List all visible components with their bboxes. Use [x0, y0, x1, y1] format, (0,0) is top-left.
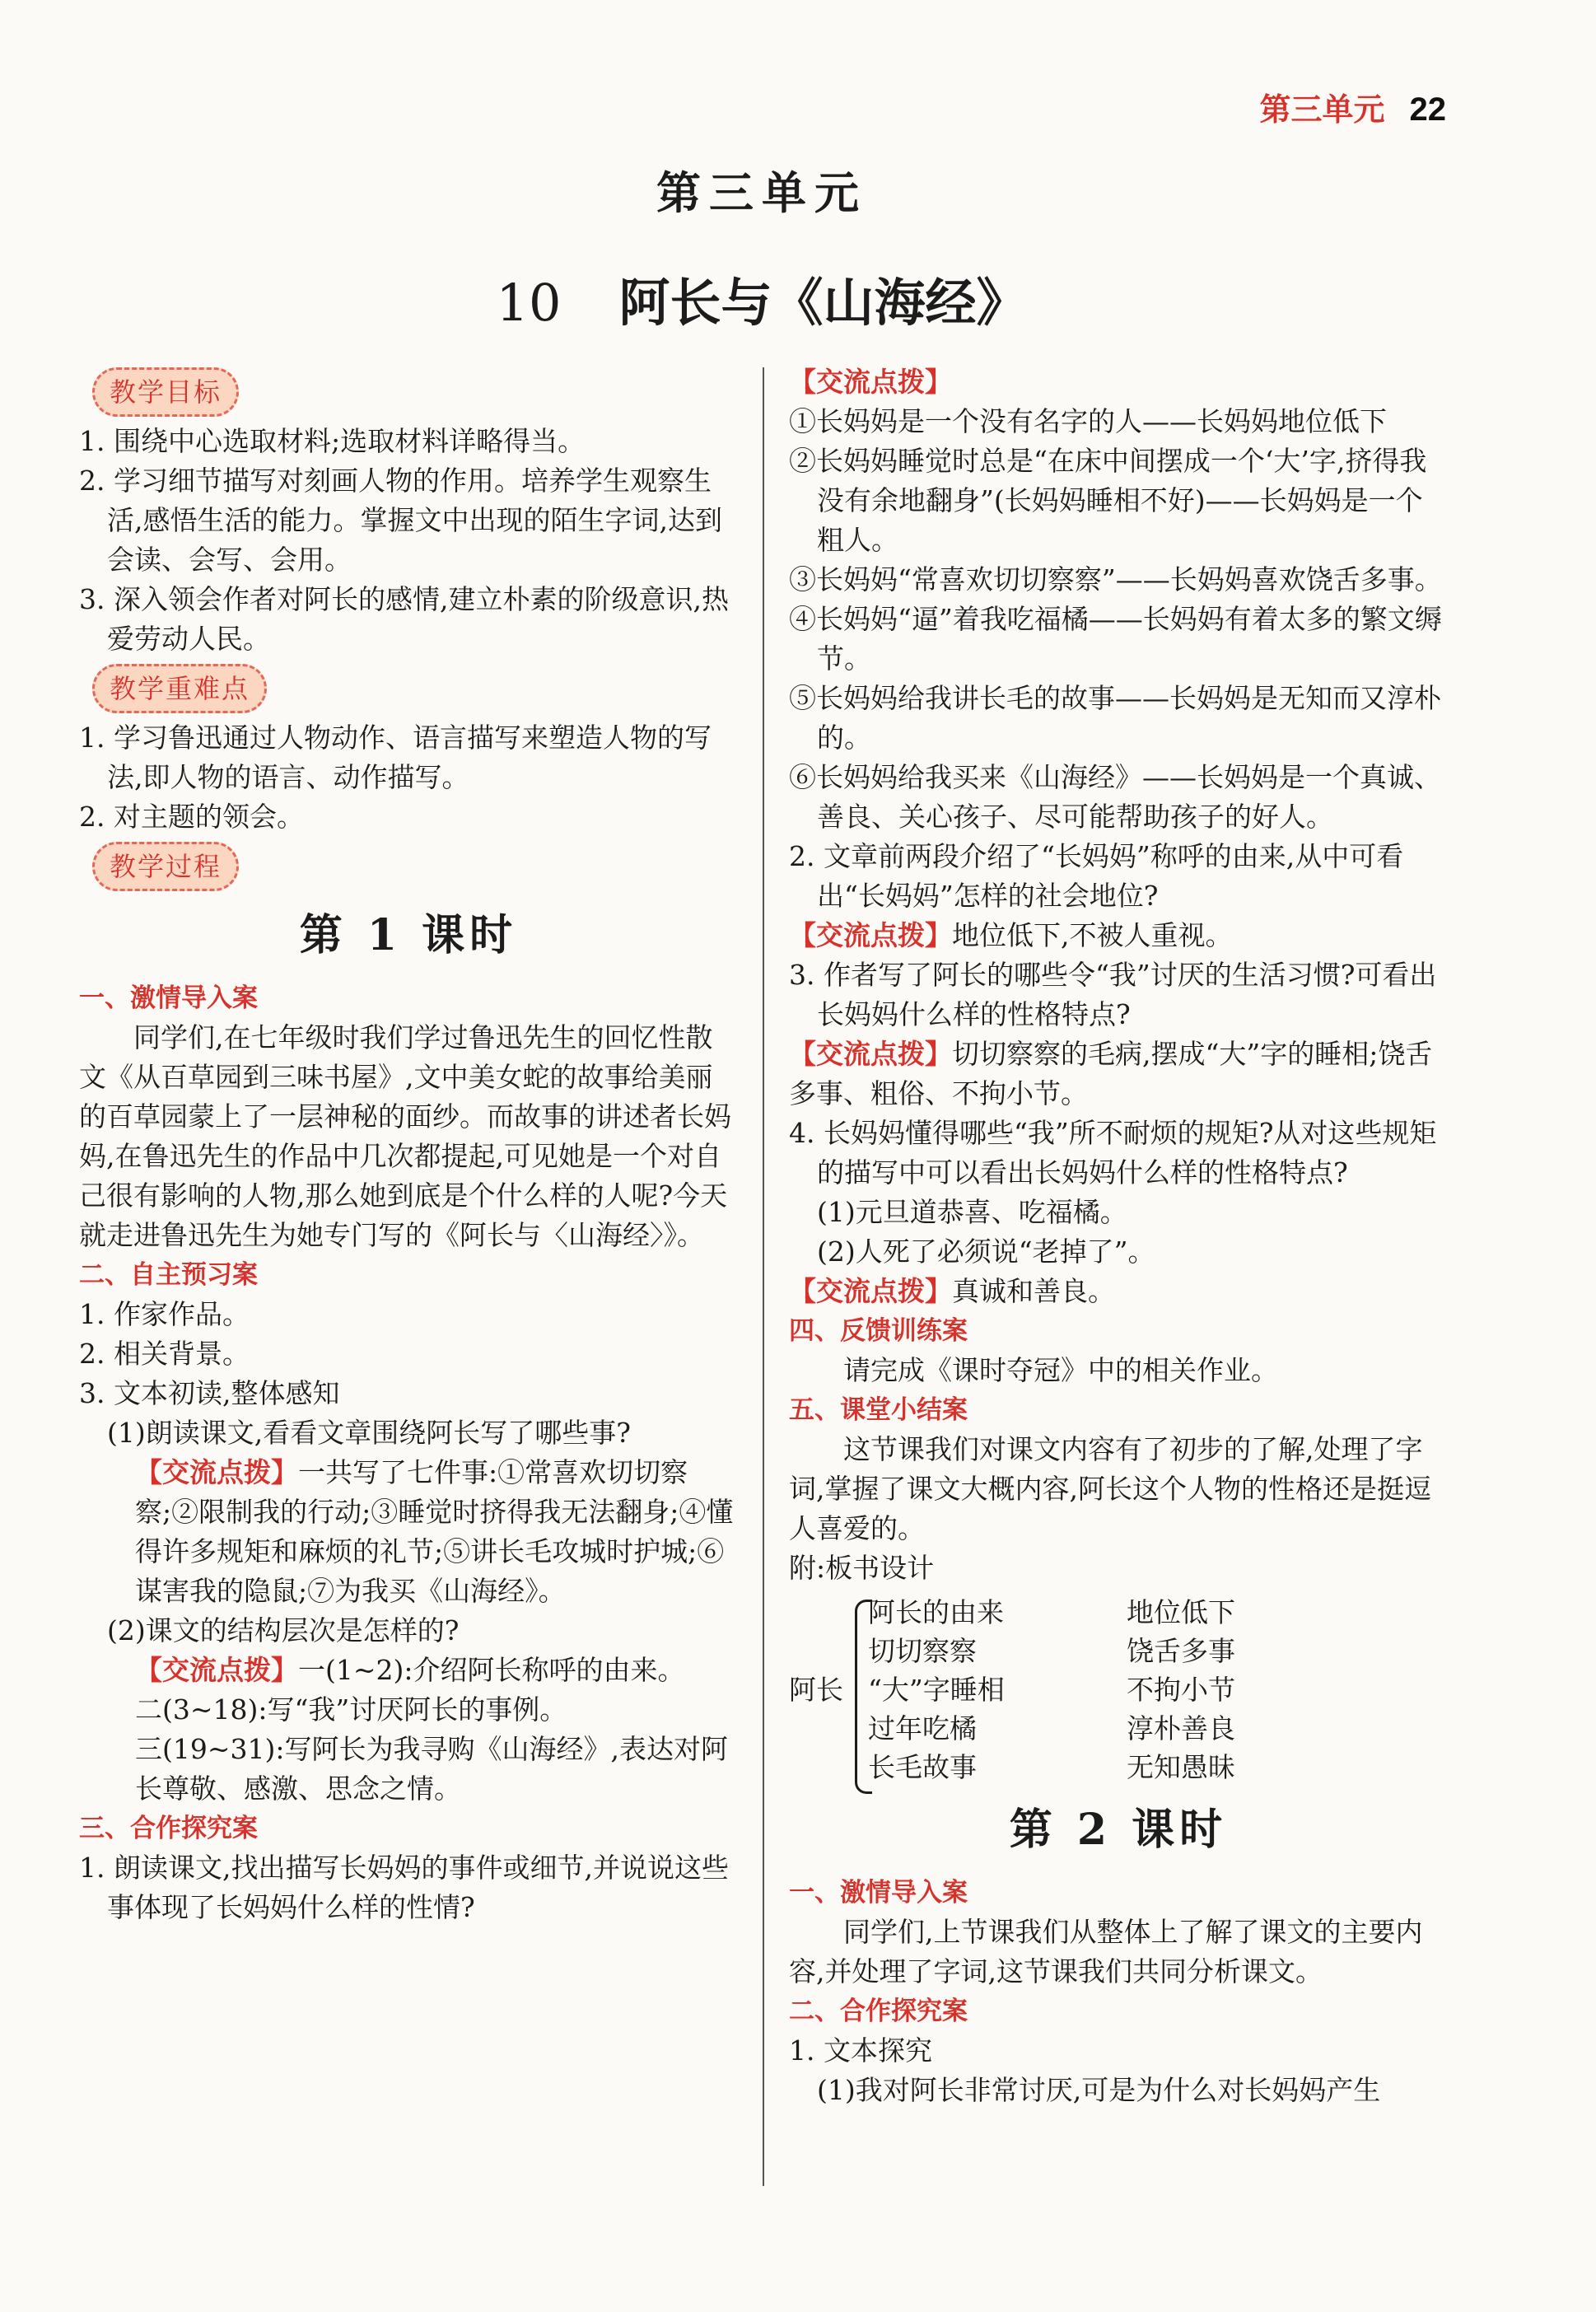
board-left-item: 切切察察: [868, 1635, 977, 1667]
board-center: 阿长: [789, 1674, 843, 1706]
column-divider: [763, 367, 764, 2186]
section-title: 三、合作探究案: [79, 1814, 258, 1843]
unit-title: 第三单元: [656, 166, 867, 219]
question: 3. 作者写了阿长的哪些令“我”讨厌的生活习惯?可看出长妈妈什么样的性格特点?: [789, 959, 1437, 1030]
answer-text: 一共写了七件事:①常喜欢切切察察;②限制我的行动;③睡觉时挤得我无法翻身;④懂得许多规矩和麻烦的礼节;⑤讲长毛攻城时护城;⑥谋害我的隐鼠;⑦为我买《山海经》。: [135, 1456, 734, 1607]
tip-label: 【交流点拨】: [789, 919, 952, 951]
section-title: 一、激情导入案: [789, 1878, 968, 1908]
lesson-title: [0, 262, 1524, 335]
question: (2)课文的结构层次是怎样的?: [107, 1614, 460, 1646]
list-item: (1)我对阿长非常讨厌,可是为什么对长妈妈产生: [817, 2074, 1381, 2106]
board-left-list: [868, 1593, 1005, 1787]
lesson-name: 阿长与《山海经》: [618, 273, 1028, 333]
board-right-item: 淳朴善良: [1127, 1712, 1235, 1745]
goal-item: 3. 深入领会作者对阿长的感情,建立朴素的阶级意识,热爱劳动人民。: [79, 583, 729, 655]
board-left-item: “大”字睡相: [868, 1674, 1005, 1706]
question: 1. 朗读课文,找出描写长妈妈的事件或细节,并说说这些事体现了长妈妈什么样的性情?: [79, 1852, 729, 1923]
point-item: ②长妈妈睡觉时总是“在床中间摆成一个‘大’字,挤得我没有余地翻身”(长妈妈睡相不好)——长妈妈是一个粗人。: [789, 445, 1427, 556]
list-item: (1)元旦道恭喜、吃福橘。: [817, 1196, 1127, 1228]
answer: [789, 1035, 1448, 1114]
answer-text: 真诚和善良。: [952, 1275, 1115, 1307]
answer: [79, 1651, 738, 1690]
period2-title: 第 2 课时: [1009, 1805, 1228, 1855]
point-item: ⑤长妈妈给我讲长毛的故事——长妈妈是无知而又淳朴的。: [789, 682, 1441, 754]
answer-text: 地位低下,不被人重视。: [952, 919, 1233, 951]
point-item: ⑥长妈妈给我买来《山海经》——长妈妈是一个真诚、善良、关心孩子、尽可能帮助孩子的好人。: [789, 761, 1441, 833]
goals-badge: 教学目标: [92, 367, 239, 417]
section-title: 四、反馈训练案: [789, 1316, 968, 1346]
board-right-item: 不拘小节: [1127, 1674, 1235, 1706]
tip-label: 【交流点拨】: [789, 1275, 952, 1307]
header-unit: 第三单元: [1259, 91, 1385, 128]
section-title: 二、合作探究案: [789, 1997, 968, 2026]
answer-text: 一(1~2):介绍阿长称呼的由来。: [298, 1654, 685, 1686]
section-title: 二、自主预习案: [79, 1260, 258, 1290]
board-right-item: 无知愚昧: [1127, 1751, 1235, 1783]
question: (1)朗读课文,看看文章围绕阿长写了哪些事?: [107, 1417, 631, 1449]
list-item: (2)人死了必须说“老掉了”。: [817, 1235, 1155, 1268]
point-item: ①长妈妈是一个没有名字的人——长妈妈地位低下: [789, 405, 1387, 437]
answer: [789, 916, 1448, 955]
goal-item: 1. 围绕中心选取材料;选取材料详略得当。: [79, 425, 586, 457]
answer: [79, 1453, 738, 1611]
list-item: 1. 作家作品。: [79, 1298, 250, 1330]
board-title: 附:板书设计: [789, 1552, 935, 1584]
keypoints-badge: 教学重难点: [92, 664, 267, 713]
right-column: [789, 362, 1448, 2110]
tip-label: 【交流点拨】: [789, 366, 952, 398]
section-title: 五、课堂小结案: [789, 1395, 968, 1425]
intro-paragraph: 同学们,在七年级时我们学过鲁迅先生的回忆性散文《从百草园到三味书屋》,文中美女蛇的故事给美丽的百草园蒙上了一层神秘的面纱。而故事的讲述者长妈妈,在鲁迅先生的作品中几次都提起,可见她是一个对自己很有影响的人物,那么她到底是个什么样的人呢?今天就走进鲁迅先生为她专门写的《阿长与〈山海经〉》。: [79, 1021, 731, 1251]
period1-title: 第 1 课时: [299, 910, 518, 960]
paragraph: 请完成《课时夺冠》中的相关作业。: [843, 1354, 1278, 1386]
board-right-item: 饶舌多事: [1127, 1635, 1235, 1667]
question: 4. 长妈妈懂得哪些“我”所不耐烦的规矩?从对这些规矩的描写中可以看出长妈妈什么样的性格特点?: [789, 1117, 1437, 1189]
tip-label: 【交流点拨】: [135, 1654, 298, 1686]
list-item: 1. 文本探究: [789, 2034, 932, 2067]
page-number: 22: [1409, 91, 1446, 128]
question: 2. 文章前两段介绍了“长妈妈”称呼的由来,从中可看出“长妈妈”怎样的社会地位?: [789, 840, 1404, 912]
answer-line: 二(3~18):写“我”讨厌阿长的事例。: [135, 1693, 567, 1726]
board-design: [789, 1593, 1448, 1791]
tip-label: 【交流点拨】: [789, 1038, 952, 1070]
board-left-item: 过年吃橘: [868, 1712, 977, 1745]
page-header: [1259, 84, 1446, 129]
board-right-list: [1127, 1593, 1235, 1787]
process-badge: 教学过程: [92, 842, 239, 891]
board-right-item: 地位低下: [1127, 1596, 1235, 1628]
answer-text: 切切察察的毛病,摆成“大”字的睡相;饶舌多事、粗俗、不拘小节。: [789, 1038, 1433, 1109]
left-column: [79, 362, 738, 1927]
point-item: ④长妈妈“逼”着我吃福橘——长妈妈有着太多的繁文缛节。: [789, 603, 1442, 675]
paragraph: 这节课我们对课文内容有了初步的了解,处理了字词,掌握了课文大概内容,阿长这个人物的性格还是挺逗人喜爱的。: [789, 1433, 1431, 1544]
section-title: 一、激情导入案: [79, 983, 258, 1013]
answer-line: 三(19~31):写阿长为我寻购《山海经》,表达对阿长尊敬、感激、思念之情。: [135, 1733, 728, 1805]
tip-label: 【交流点拨】: [135, 1456, 298, 1488]
board-left-item: 阿长的由来: [868, 1596, 1004, 1628]
keypoint-item: 1. 学习鲁迅通过人物动作、语言描写来塑造人物的写法,即人物的语言、动作描写。: [79, 722, 712, 793]
goal-item: 2. 学习细节描写对刻画人物的作用。培养学生观察生活,感悟生活的能力。掌握文中出现的陌生字词,达到会读、会写、会用。: [79, 465, 722, 576]
list-item: 3. 文本初读,整体感知: [79, 1377, 340, 1409]
list-item: 2. 相关背景。: [79, 1338, 250, 1370]
board-left-item: 长毛故事: [868, 1751, 977, 1783]
answer: [789, 1272, 1448, 1311]
lesson-number: 10: [496, 273, 562, 333]
keypoint-item: 2. 对主题的领会。: [79, 801, 304, 833]
point-item: ③长妈妈“常喜欢切切察察”——长妈妈喜欢饶舌多事。: [789, 563, 1442, 596]
paragraph: 同学们,上节课我们从整体上了解了课文的主要内容,并处理了字词,这节课我们共同分析课文。: [789, 1916, 1423, 1987]
